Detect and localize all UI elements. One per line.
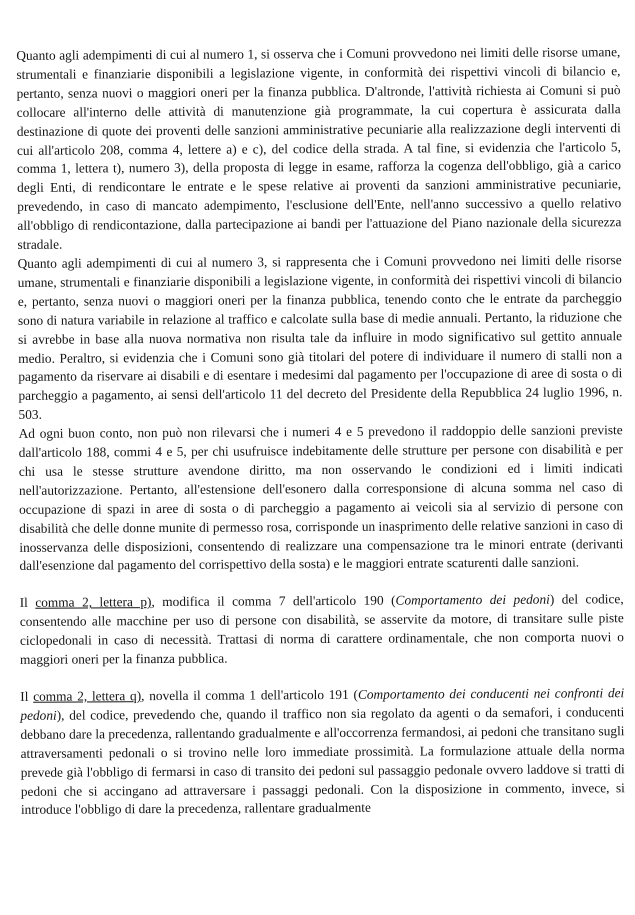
body-text: ), del codice, prevedendo che, quando il traffico non sia regolato da agenti o da semafori, i conducenti debbano dare la precedenza, rallentando gradualmente e all'occorrenza fermandosi, ai pedoni che transitano sugli attraversamenti pedonali o si trovino nelle loro immediate prossimità. La formulazione attuale della norma prevede già l'obbligo di fermarsi in caso di transito dei pedoni sul passaggio pedonale ovvero laddove si tratti di pedoni che si accingano ad attraversare i passaggi pedonali. Con la disposizione in commento, invece, si introduce l'obbligo di dare la precedenza, rallentare gradualmente [20, 704, 625, 818]
article-title-comportamento-conducenti: Comportamento dei conducenti nei confronti dei pedoni [20, 685, 625, 723]
article-title-comportamento-pedoni: Comportamento dei pedoni [395, 592, 550, 608]
lead-text: Il [19, 595, 36, 611]
paragraph-adempimenti-numero-1: Quanto agli adempimenti di cui al numero 1, si osserva che i Comuni provvedono nei limiti delle risorse umane, strumentali e finanziarie disponibili a legislazione vigente, in conformità dei rispettivi vincoli di bilancio e, pertanto, senza nuovi o maggiori oneri per la finanza pubblica. D'altronde, l'attività richiesta ai Comuni si può collocare all'interno delle attività di manutenzione già programmate, la cui copertura è assicurata dalla destinazione di quote dei proventi delle sanzioni amministrative pecuniarie alla realizzazione degli interventi di cui all'articolo 208, comma 4, lettere a) e c), del codice della strada. A tal fine, si evidenzia che l'articolo 5, comma 1, lettera t), numero 3), della proposta di legge in esame, rafforza la cogenza dell'obbligo, già a carico degli Enti, di rendicontare le entrate e le spese relative ai proventi da sanzioni amministrative pecuniarie, prevedendo, in caso di mancato adempimento, l'esclusione dell'Ente, nell'anno successivo a quello relativo all'obbligo di rendicontazione, dalla partecipazione ai bandi per l'attuazione del Piano nazionale della sicurezza stradale. [16, 44, 622, 252]
body-text: ) del codice, consentendo alle macchine per uso di persone con disabilità, se asservite da motore, di transitare sulle piste ciclopedonali in caso di necessità. Trattasi di norma di carattere ordinamentale, che non comporta nuovi o maggiori oneri per la finanza pubblica. [19, 591, 624, 667]
lead-text: Il [20, 688, 34, 704]
paragraph-comma-2-lettera-p [20, 591, 624, 670]
paragraph-sanzioni-numeri-4-5: Ad ogni buon conto, non può non rilevarsi che i numeri 4 e 5 prevedono il raddoppio delle sanzioni previste dall'articolo 188, commi 4 e 5, per chi usufruisce indebitamente delle strutture per persone con disabilità e per chi usa le stesse strutture avendone diritto, ma non osservando le condizioni ed i limiti indicati nell'autorizzazione. Pertanto, all'estensione dell'esonero dalla corresponsione di alcuna somma nel caso di occupazione di spazi in aree di sosta o di parcheggio a pagamento ai veicoli sia al servizio di persone con disabilità che delle donne munite di permesso rosa, corrisponde un inasprimento delle relative sanzioni in caso di inosservanza delle disposizioni, consentendo di realizzare una compensazione tra le minori entrate (derivanti dall'esenzione dal pagamento del corrispettivo della sosta) e le maggiori entrate scaturenti dalle sanzioni. [18, 422, 624, 574]
reference-comma-2-lettera-p: comma 2, lettera p) [35, 594, 152, 611]
body-text: , novella il comma 1 dell'articolo 191 ( [141, 686, 358, 704]
paragraph-comma-2-lettera-q [20, 684, 625, 820]
reference-comma-2-lettera-q: comma 2, lettera q) [33, 688, 142, 704]
paragraph-adempimenti-numero-3: Quanto agli adempimenti di cui al numero 3, si rappresenta che i Comuni provvedono nei limiti delle risorse umane, strumentali e finanziarie disponibili a legislazione vigente, in conformità dei rispettivi vincoli di bilancio e, pertanto, senza nuovi o maggiori oneri per la finanza pubblica, tenendo conto che le entrate da parcheggio sono di natura variabile in relazione al traffico e calcolate sulla base di medie annuali. Pertanto, la riduzione che si avrebbe in base alla nuova normativa non risulta tale da influire in modo significativo sul gettito annuale medio. Peraltro, si evidenzia che i Comuni sono già titolari del potere di individuare il numero di stalli non a pagamento da riservare ai disabili e di esentare i medesimi dal pagamento per l'occupazione di aree di sosta o di parcheggio a pagamento, ai sensi dell'articolo 11 del decreto del Presidente della Repubblica 24 luglio 1996, n. 503. [17, 252, 623, 423]
body-text: , modifica il comma 7 dell'articolo 190 ( [151, 592, 396, 610]
